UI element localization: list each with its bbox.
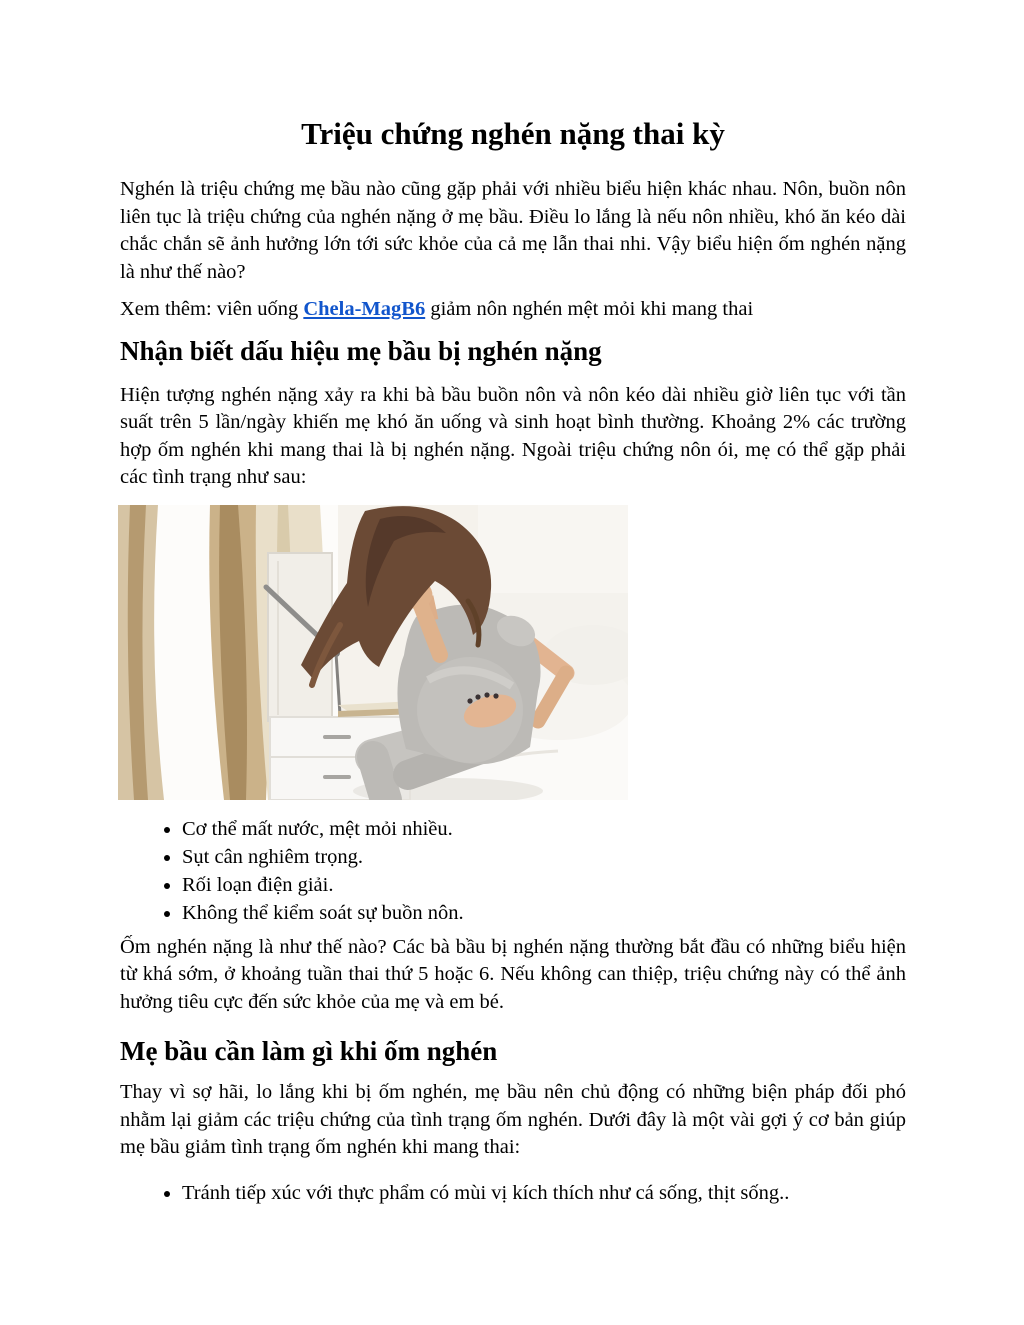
symptoms-list [120, 815, 906, 927]
section-heading-actions: Mẹ bầu cần làm gì khi ốm nghén [120, 1036, 498, 1066]
intro-paragraph: Nghén là triệu chứng mẹ bầu nào cũng gặp phải với nhiều biểu hiện khác nhau. Nôn, buồn nôn liên tục là triệu chứng của nghén nặng ở mẹ bầu. Điều lo lắng là nếu nôn nhiều, khó ăn kéo dài chắc chắn sẽ ảnh hưởng lớn tới sức khỏe của cả mẹ lẫn thai nhi. Vậy biểu hiện ốm nghén nặng là như thế nào? [120, 178, 906, 283]
list-item: • Tránh tiếp xúc với thực phẩm có mùi vị kích thích như cá sống, thịt sống.. [182, 1179, 906, 1207]
pregnant-woman-nausea-photo [118, 505, 628, 800]
see-more-suffix: giảm nôn nghén mệt mỏi khi mang thai [425, 298, 754, 320]
list-item: • Cơ thể mất nước, mệt mỏi nhiều. [182, 815, 906, 843]
list-item: • Không thể kiểm soát sự buồn nôn. [182, 899, 906, 927]
section2-paragraph: Thay vì sợ hãi, lo lắng khi bị ốm nghén, mẹ bầu nên chủ động có những biện pháp đối phó nhằm lại giảm các triệu chứng của tình trạng ốm nghén. Dưới đây là một vài gợi ý cơ bản giúp mẹ bầu giảm tình trạng ốm nghén khi mang thai: [120, 1081, 906, 1158]
see-more-line [120, 296, 906, 324]
section1-paragraph2: Ốm nghén nặng là như thế nào? Các bà bầu bị nghén nặng thường bắt đầu có những biểu hiện từ khá sớm, ở khoảng tuần thai thứ 5 hoặc 6. Nếu không can thiệp, triệu chứng này có thể ảnh hưởng tiêu cực đến sức khỏe của mẹ và em bé. [120, 935, 906, 1013]
chela-magb6-link[interactable]: Chela-MagB6 [303, 298, 426, 320]
page-title: Triệu chứng nghén nặng thai kỳ [301, 116, 725, 151]
tips-list [120, 1179, 906, 1207]
see-more-prefix: Xem thêm: viên uống [120, 298, 304, 320]
list-item: • Sụt cân nghiêm trọng. [182, 843, 906, 871]
section-heading-signs: Nhận biết dấu hiệu mẹ bầu bị nghén nặng [120, 335, 602, 366]
section1-paragraph: Hiện tượng nghén nặng xảy ra khi bà bầu buồn nôn và nôn kéo dài nhiều giờ liên tục với tần suất trên 5 lần/ngày khiến mẹ khó ăn uống và sinh hoạt bình thường. Khoảng 2% các trường hợp ốm nghén khi mang thai là bị nghén nặng. Ngoài triệu chứng nôn ói, mẹ có thể gặp phải các tình trạng như sau: [120, 383, 906, 488]
list-item: • Rối loạn điện giải. [182, 871, 906, 899]
